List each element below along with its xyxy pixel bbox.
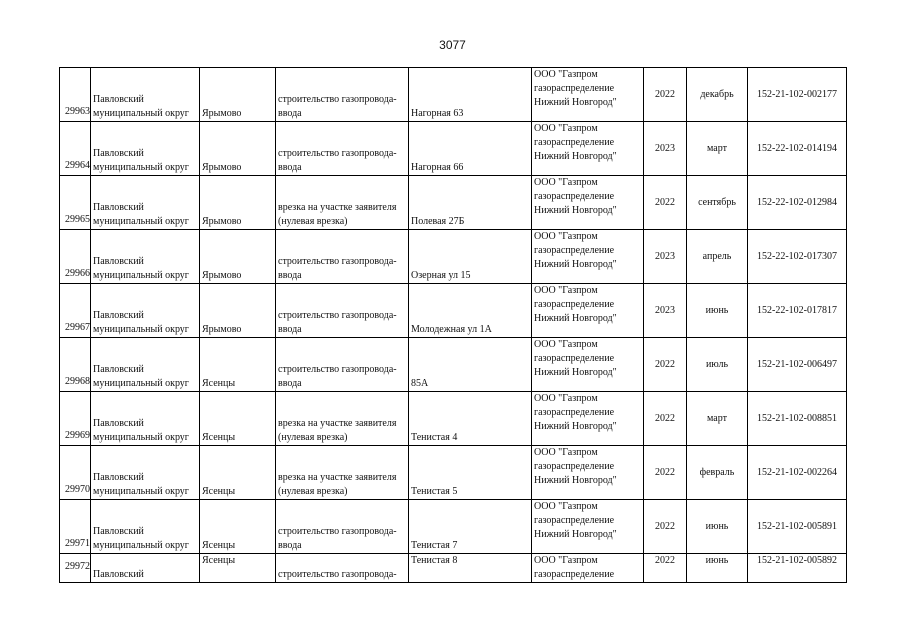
district-cell: Павловский xyxy=(91,554,200,583)
district-cell xyxy=(91,284,200,338)
district-line-1: Павловский xyxy=(93,364,144,375)
settlement-cell: Ярымово xyxy=(200,122,276,176)
work-type-line-1: строительство газопровода- xyxy=(278,310,397,321)
table-row xyxy=(60,230,847,284)
address-cell: Полевая 27Б xyxy=(409,176,532,230)
work-type-cell: строительство газопровода- xyxy=(276,554,409,583)
month-cell: июль xyxy=(687,338,748,392)
organization-line-2: газораспределение xyxy=(534,245,615,256)
settlement-cell: Ясенцы xyxy=(200,446,276,500)
district-line-2: муниципальный округ xyxy=(93,378,189,389)
district-cell xyxy=(91,338,200,392)
work-type-cell xyxy=(276,68,409,122)
settlement-cell: Ясенцы xyxy=(200,500,276,554)
work-type-line-1: строительство газопровода- xyxy=(278,364,397,375)
district-line-2: муниципальный округ xyxy=(93,162,189,173)
work-type-line-1: врезка на участке заявителя xyxy=(278,202,397,213)
address-cell: Озерная ул 15 xyxy=(409,230,532,284)
organization-line-3: Нижний Новгород" xyxy=(534,313,617,324)
code-cell: 152-22-102-012984 xyxy=(748,176,847,230)
work-type-line-1: врезка на участке заявителя xyxy=(278,418,397,429)
organization-line-1: ООО "Газпром xyxy=(534,447,598,458)
year-cell: 2022 xyxy=(644,68,687,122)
work-type-line-2: ввода xyxy=(278,270,302,281)
work-type-line-1: строительство газопровода- xyxy=(278,256,397,267)
page-number: 3077 xyxy=(439,38,466,52)
organization-cell xyxy=(532,392,644,446)
year-cell: 2022 xyxy=(644,554,687,583)
code-cell: 152-22-102-017307 xyxy=(748,230,847,284)
row-number: 29972 xyxy=(60,554,91,583)
district-line-2: муниципальный округ xyxy=(93,108,189,119)
code-cell: 152-21-102-002264 xyxy=(748,446,847,500)
records-table xyxy=(59,67,847,583)
work-type-cell xyxy=(276,284,409,338)
settlement-cell: Ярымово xyxy=(200,68,276,122)
month-cell: июнь xyxy=(687,500,748,554)
district-cell xyxy=(91,446,200,500)
month-cell: апрель xyxy=(687,230,748,284)
work-type-line-2: ввода xyxy=(278,162,302,173)
row-number: 29968 xyxy=(60,338,91,392)
district-cell xyxy=(91,392,200,446)
organization-line-3: Нижний Новгород" xyxy=(534,367,617,378)
district-line-1: Павловский xyxy=(93,310,144,321)
row-number: 29964 xyxy=(60,122,91,176)
organization-cell xyxy=(532,230,644,284)
work-type-line-1: строительство газопровода- xyxy=(278,526,397,537)
organization-line-2: газораспределение xyxy=(534,83,615,94)
organization-line-1: ООО "Газпром xyxy=(534,69,598,80)
district-line-1: Павловский xyxy=(93,256,144,267)
settlement-cell: Ярымово xyxy=(200,176,276,230)
code-cell: 152-22-102-014194 xyxy=(748,122,847,176)
year-cell: 2022 xyxy=(644,500,687,554)
address-cell: Тенистая 7 xyxy=(409,500,532,554)
organization-cell xyxy=(532,122,644,176)
organization-line-2: газораспределение xyxy=(534,407,615,418)
district-line-2: муниципальный округ xyxy=(93,216,189,227)
district-line-1: Павловский xyxy=(93,418,144,429)
district-line-2: муниципальный округ xyxy=(93,324,189,335)
work-type-line-2: ввода xyxy=(278,324,302,335)
organization-line-1: ООО "Газпром xyxy=(534,177,598,188)
month-cell: июнь xyxy=(687,284,748,338)
month-cell: сентябрь xyxy=(687,176,748,230)
organization-line-3: Нижний Новгород" xyxy=(534,259,617,270)
district-cell xyxy=(91,176,200,230)
work-type-cell xyxy=(276,176,409,230)
organization-line-3: Нижний Новгород" xyxy=(534,529,617,540)
code-cell: 152-21-102-005891 xyxy=(748,500,847,554)
work-type-line-2: (нулевая врезка) xyxy=(278,486,348,497)
work-type-line-2: (нулевая врезка) xyxy=(278,432,348,443)
organization-cell xyxy=(532,554,644,583)
table-row xyxy=(60,284,847,338)
organization-line-2: газораспределение xyxy=(534,299,615,310)
organization-cell xyxy=(532,500,644,554)
settlement-cell: Ярымово xyxy=(200,284,276,338)
code-cell: 152-21-102-005892 xyxy=(748,554,847,583)
work-type-line-1: строительство газопровода- xyxy=(278,148,397,159)
row-number: 29970 xyxy=(60,446,91,500)
year-cell: 2023 xyxy=(644,284,687,338)
district-line-1: Павловский xyxy=(93,94,144,105)
organization-line-3: Нижний Новгород" xyxy=(534,421,617,432)
district-line-2: муниципальный округ xyxy=(93,270,189,281)
month-cell: март xyxy=(687,392,748,446)
year-cell: 2022 xyxy=(644,392,687,446)
organization-line-2: газораспределение xyxy=(534,191,615,202)
district-line-1: Павловский xyxy=(93,148,144,159)
year-cell: 2022 xyxy=(644,446,687,500)
district-cell xyxy=(91,230,200,284)
table-row xyxy=(60,392,847,446)
work-type-line-1: строительство газопровода- xyxy=(278,94,397,105)
address-cell: 85А xyxy=(409,338,532,392)
address-cell: Нагорная 63 xyxy=(409,68,532,122)
organization-line-1: ООО "Газпром xyxy=(534,123,598,134)
organization-cell xyxy=(532,338,644,392)
row-number: 29971 xyxy=(60,500,91,554)
work-type-line-2: (нулевая врезка) xyxy=(278,216,348,227)
organization-line-2: газораспределение xyxy=(534,353,615,364)
month-cell: декабрь xyxy=(687,68,748,122)
row-number: 29969 xyxy=(60,392,91,446)
work-type-line-1: врезка на участке заявителя xyxy=(278,472,397,483)
address-cell: Тенистая 4 xyxy=(409,392,532,446)
year-cell: 2022 xyxy=(644,176,687,230)
organization-cell xyxy=(532,446,644,500)
month-cell: март xyxy=(687,122,748,176)
work-type-cell xyxy=(276,338,409,392)
organization-line-1: ООО "Газпром xyxy=(534,231,598,242)
organization-line-3: Нижний Новгород" xyxy=(534,151,617,162)
work-type-cell xyxy=(276,392,409,446)
organization-line-1: ООО "Газпром xyxy=(534,285,598,296)
organization-cell xyxy=(532,68,644,122)
work-type-cell xyxy=(276,122,409,176)
district-cell xyxy=(91,68,200,122)
code-cell: 152-21-102-002177 xyxy=(748,68,847,122)
district-line-1: Павловский xyxy=(93,202,144,213)
address-cell: Нагорная 66 xyxy=(409,122,532,176)
month-cell: июнь xyxy=(687,554,748,583)
table-row xyxy=(60,500,847,554)
table-row xyxy=(60,68,847,122)
month-cell: февраль xyxy=(687,446,748,500)
organization-line-3: Нижний Новгород" xyxy=(534,475,617,486)
settlement-cell: Ясенцы xyxy=(200,392,276,446)
table-row xyxy=(60,338,847,392)
address-cell: Тенистая 8 xyxy=(409,554,532,583)
organization-line-1: ООО "Газпром xyxy=(534,555,598,566)
table-row xyxy=(60,122,847,176)
code-cell: 152-22-102-017817 xyxy=(748,284,847,338)
organization-line-2: газораспределение xyxy=(534,515,615,526)
table-row xyxy=(60,446,847,500)
district-cell xyxy=(91,122,200,176)
settlement-cell: Ярымово xyxy=(200,230,276,284)
table-body xyxy=(60,68,847,583)
organization-line-3: Нижний Новгород" xyxy=(534,97,617,108)
district-line-2: муниципальный округ xyxy=(93,540,189,551)
organization-cell xyxy=(532,284,644,338)
year-cell: 2023 xyxy=(644,122,687,176)
organization-line-1: ООО "Газпром xyxy=(534,501,598,512)
row-number: 29966 xyxy=(60,230,91,284)
organization-line-2: газораспределение xyxy=(534,461,615,472)
year-cell: 2022 xyxy=(644,338,687,392)
work-type-cell xyxy=(276,230,409,284)
year-cell: 2023 xyxy=(644,230,687,284)
settlement-cell: Ясенцы xyxy=(200,554,276,583)
work-type-line-2: ввода xyxy=(278,108,302,119)
address-cell: Молодежная ул 1А xyxy=(409,284,532,338)
organization-line-1: ООО "Газпром xyxy=(534,339,598,350)
organization-cell xyxy=(532,176,644,230)
organization-line-3: Нижний Новгород" xyxy=(534,205,617,216)
work-type-line-2: ввода xyxy=(278,378,302,389)
row-number: 29967 xyxy=(60,284,91,338)
code-cell: 152-21-102-006497 xyxy=(748,338,847,392)
address-cell: Тенистая 5 xyxy=(409,446,532,500)
organization-line-1: ООО "Газпром xyxy=(534,393,598,404)
work-type-cell xyxy=(276,500,409,554)
work-type-cell xyxy=(276,446,409,500)
row-number: 29965 xyxy=(60,176,91,230)
district-line-1: Павловский xyxy=(93,526,144,537)
district-line-2: муниципальный округ xyxy=(93,486,189,497)
settlement-cell: Ясенцы xyxy=(200,338,276,392)
table-row-partial xyxy=(60,554,847,583)
organization-line-2: газораспределение xyxy=(534,569,615,580)
district-line-1: Павловский xyxy=(93,472,144,483)
district-line-2: муниципальный округ xyxy=(93,432,189,443)
table-row xyxy=(60,176,847,230)
code-cell: 152-21-102-008851 xyxy=(748,392,847,446)
row-number: 29963 xyxy=(60,68,91,122)
district-cell xyxy=(91,500,200,554)
work-type-line-2: ввода xyxy=(278,540,302,551)
organization-line-2: газораспределение xyxy=(534,137,615,148)
